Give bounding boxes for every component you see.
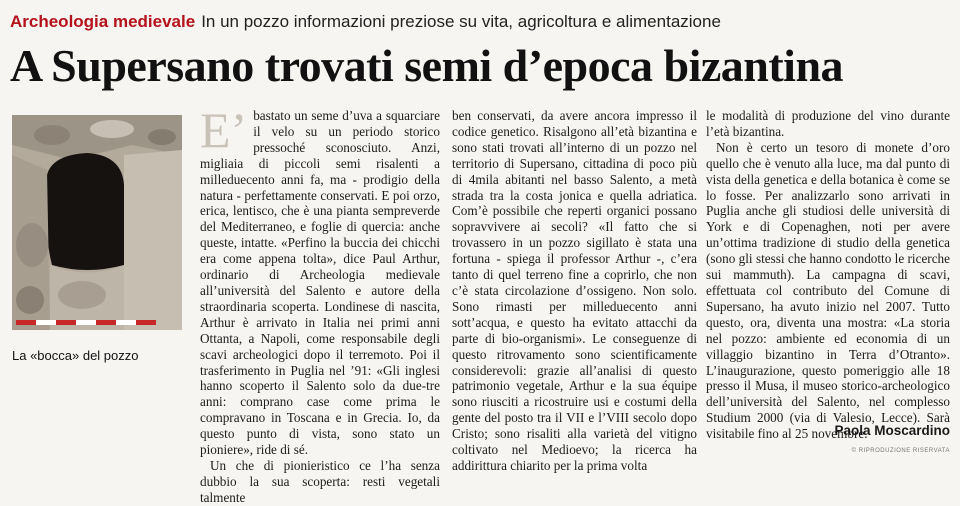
article-column-2 bbox=[452, 108, 697, 474]
scale-bar-segment bbox=[136, 320, 156, 325]
article-paragraph bbox=[200, 102, 440, 458]
byline: Paola Moscardino bbox=[834, 423, 950, 438]
well-photo bbox=[12, 115, 182, 330]
headline: A Supersano trovati semi d’epoca bizantina bbox=[10, 40, 844, 91]
well-opening-image bbox=[12, 115, 182, 330]
article-paragraph: le modalità di produzione del vino durante l’età bizantina. bbox=[706, 108, 950, 139]
section-tag: Archeologia medievale bbox=[10, 12, 196, 31]
scale-bar-segment bbox=[96, 320, 116, 325]
scale-bar-segment bbox=[76, 320, 96, 325]
kicker-line bbox=[10, 10, 950, 34]
paragraph-text: bastato un seme d’uva a squarciare il velo su un periodo storico pressoché sconosciuto. Anzi, migliaia di piccoli semi risalenti a milleduecento anni fa, ma - prodigio della natura - perfettamente conservati. E poi orzo, erica, lentisco, che è una pianta sempreverde del Mediterraneo, e foglie di quercia: anche queste, intatte. «Perfino la buccia dei chicchi era come appena tolta», dice Paul Arthur, ordinario di Archeologia medievale all’università del Salento e autore della straordinaria scoperta. Londinese di nascita, Arthur è arrivato in Italia nei primi anni Ottanta, a Napoli, come responsabile degli scavi archeologici dopo il terremoto. Poi il trasferimento in Puglia nel ’91: «Gli inglesi hanno scoperto il Salento solo da due-tre anni: comprano case come prima le compravano in Toscana e in Grecia. Io, da questo punto di vista, sono stato un pioniere», ride di sé. bbox=[200, 108, 440, 458]
drop-cap: E’ bbox=[200, 102, 248, 158]
subtitle: In un pozzo informazioni preziose su vita, agricoltura e alimentazione bbox=[201, 12, 721, 31]
scale-bar-segment bbox=[36, 320, 56, 325]
article-column-1 bbox=[200, 102, 440, 506]
scale-bar-segment bbox=[116, 320, 136, 325]
article-paragraph: Un che di pionieristico ce l’ha senza dubbio la sua scoperta: resti vegetali talmente bbox=[200, 457, 440, 505]
rights-notice: © RIPRODUZIONE RISERVATA bbox=[851, 448, 950, 454]
article-paragraph: ben conservati, da avere ancora impresso il codice genetico. Risalgono all’età bizantina e sono stati trovati all’interno di un pozzo nel territorio di Supersano, cittadina di poco più di 4mila abitanti nel basso Salento, a metà strada tra la costa jonica e quella adriatica. Com’è possibile che reperti organici possano sopravvivere ai secoli? «Il fatto che si trovassero in un pozzo sigillato è stata una fortuna - spiega il professor Arthur -, c’era tanto di quel terreno fine a coprirlo, che non c’è stata circolazione d’ossigeno. Non solo. Sono rimasti per milleduecento anni sott’acqua, e questo ha evitato attacchi da parte di bio-organismi». Le conseguenze di questo ritrovamento sono scientificamente considerevoli: grazie all’analisi di questo patrimonio vegetale, Arthur e la sua équipe sono riusciti a ricostruire usi e costumi della gente del posto tra il VII e l’VIII secolo dopo Cristo; sono risaliti alla varietà del vitigno coltivato nel Medioevo; la ricerca ha addirittura chiarito per la prima volta bbox=[452, 108, 697, 473]
article-column-3 bbox=[706, 108, 950, 442]
scale-bar-segment bbox=[56, 320, 76, 325]
scale-bar-segment bbox=[16, 320, 36, 325]
photo-caption: La «bocca» del pozzo bbox=[12, 348, 139, 363]
article-paragraph: Non è certo un tesoro di monete d’oro quello che è venuto alla luce, ma dal punto di vista della genetica e della botanica è come se lo fosse. Per analizzarlo sono arrivati in Puglia anche gli studiosi delle università di York e di Copenaghen, noti per avere un’ottima tradizione di studio della genetica (sono gli stessi che hanno condotto le ricerche sui mammuth). La campagna di scavi, effettuata col contributo del Comune di Supersano, ha avuto inizio nel 2007. Tutto questo, ora, diventa una mostra: «La storia nel pozzo: ambiente ed economia di un villaggio bizantino in Terra d’Otranto». L’inaugurazione, questo pomeriggio alle 18 presso il Musa, il museo storico-archeologico dell’università del Salento, nel complesso Studium 2000 (via di Valesio, Lecce). Sarà visitabile fino al 25 novembre. bbox=[706, 139, 950, 442]
